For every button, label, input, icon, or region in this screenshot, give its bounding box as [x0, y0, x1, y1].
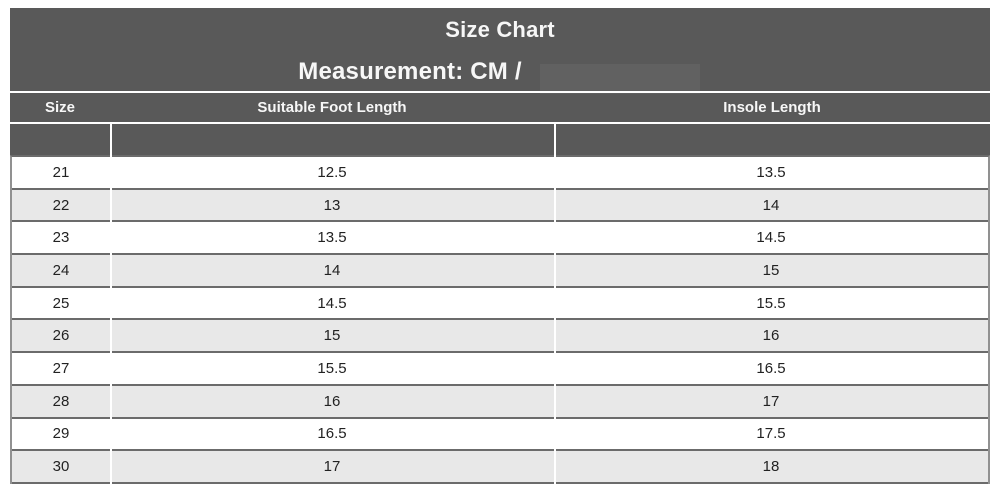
cell-foot: 14	[323, 261, 341, 279]
cell-foot: 13	[323, 196, 341, 214]
cell-insole: 15.5	[756, 294, 786, 312]
table-row	[12, 157, 988, 190]
cell-foot: 16	[323, 392, 341, 410]
column-divider	[554, 124, 556, 155]
column-divider	[110, 124, 112, 155]
cell-foot: 16.5	[317, 425, 347, 443]
column-divider	[110, 155, 112, 484]
table-row	[12, 288, 988, 321]
cell-insole: 16	[762, 327, 780, 345]
chart-subtitle: Measurement: CM /	[298, 58, 522, 85]
table-row	[12, 451, 988, 484]
cell-insole: 15	[762, 261, 780, 279]
empty-unit-row	[10, 124, 990, 155]
cell-insole: 17	[762, 392, 780, 410]
cell-foot: 14.5	[317, 294, 347, 312]
chart-title: Size Chart	[445, 17, 555, 42]
cell-foot: 15	[323, 327, 341, 345]
column-header-insole-length: Insole Length	[723, 99, 821, 116]
table-row	[12, 320, 988, 353]
cell-size: 23	[52, 229, 70, 247]
table-row	[12, 222, 988, 255]
column-header-row	[10, 93, 990, 122]
column-header-foot-length: Suitable Foot Length	[257, 99, 407, 116]
cell-size: 24	[52, 261, 70, 279]
cell-foot: 17	[323, 458, 341, 476]
cell-size: 28	[52, 392, 70, 410]
cell-size: 30	[52, 458, 70, 476]
cell-insole: 18	[762, 458, 780, 476]
cell-insole: 13.5	[756, 163, 786, 181]
table-body	[10, 155, 990, 484]
cell-insole: 14	[762, 196, 780, 214]
column-header-size: Size	[44, 99, 75, 116]
cell-size: 29	[52, 425, 70, 443]
cell-insole: 17.5	[756, 425, 786, 443]
table-row	[12, 190, 988, 223]
size-chart-table	[10, 8, 990, 484]
cell-foot: 12.5	[317, 163, 347, 181]
cell-foot: 13.5	[317, 229, 347, 247]
table-row	[12, 386, 988, 419]
cell-size: 22	[52, 196, 70, 214]
cell-foot: 15.5	[317, 359, 347, 377]
cell-size: 21	[52, 163, 70, 181]
column-divider	[554, 155, 556, 484]
cell-size: 27	[52, 359, 70, 377]
table-row	[12, 353, 988, 386]
table-row	[12, 255, 988, 288]
cell-size: 25	[52, 294, 70, 312]
title-band	[10, 8, 990, 91]
cell-insole: 14.5	[756, 229, 786, 247]
table-row	[12, 419, 988, 452]
cell-insole: 16.5	[756, 359, 786, 377]
cell-size: 26	[52, 327, 70, 345]
